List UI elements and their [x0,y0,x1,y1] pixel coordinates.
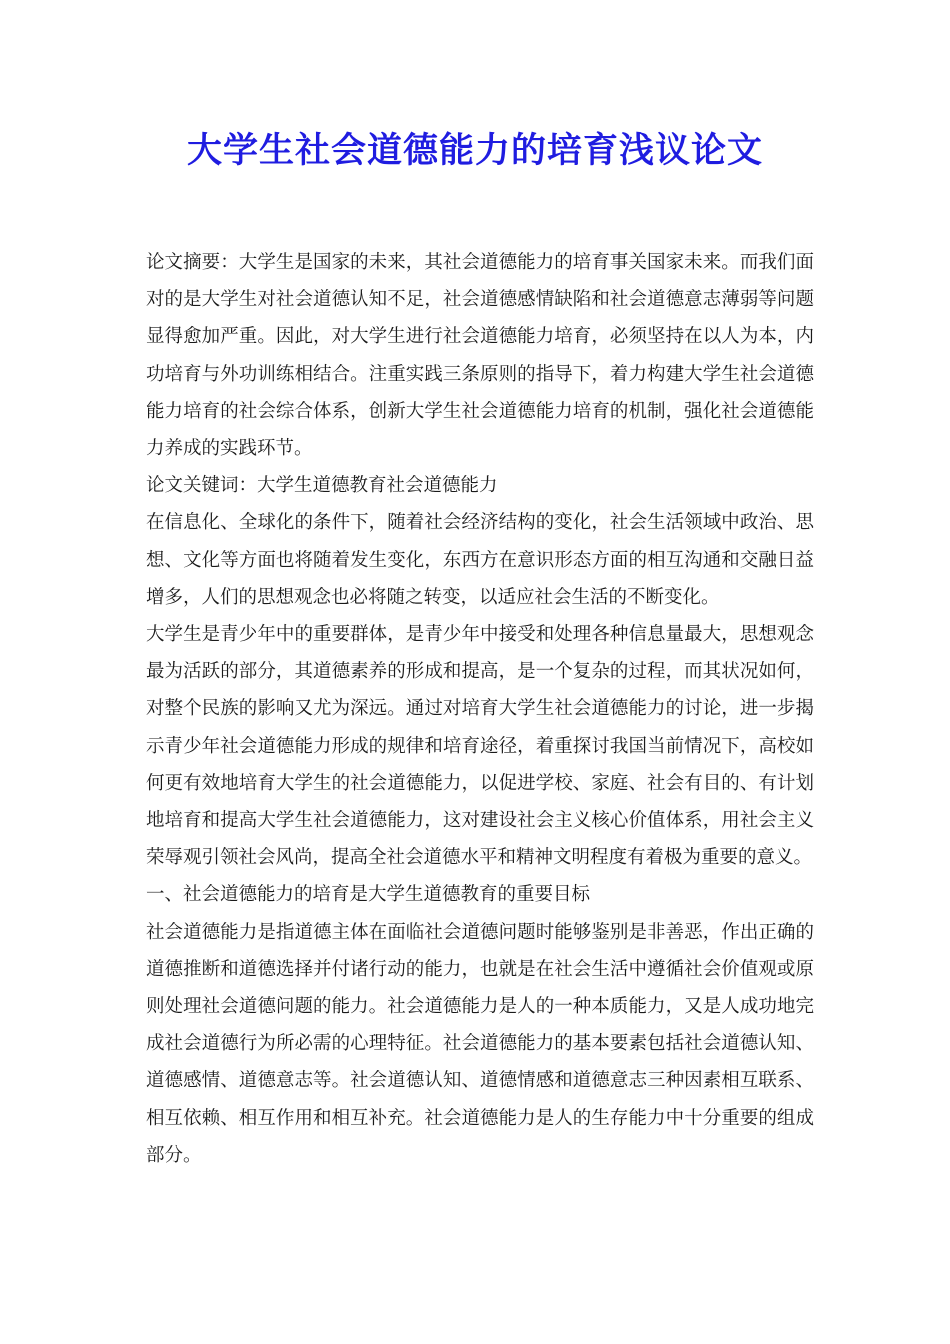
body-paragraph: 在信息化、全球化的条件下，随着社会经济结构的变化，社会生活领域中政治、思想、文化等方面也将随着发生变化，东西方在意识形态方面的相互沟通和交融日益增多，人们的思想观念也必将随之转变，以适应社会生活的不断变化。 [146,512,814,608]
body-paragraph: 大学生是青少年中的重要群体，是青少年中接受和处理各种信息量最大，思想观念最为活跃的部分，其道德素养的形成和提高，是一个复杂的过程，而其状况如何，对整个民族的影响又尤为深远。通过对培育大学生社会道德能力的讨论，进一步揭示青少年社会道德能力形成的规律和培育途径，着重探讨我国当前情况下，高校如何更有效地培育大学生的社会道德能力，以促进学校、家庭、社会有目的、有计划地培育和提高大学生社会道德能力，这对建设社会主义核心价值体系，用社会主义荣辱观引领社会风尚，提高全社会道德水平和精神文明程度有着极为重要的意义。 [146,624,814,869]
keywords-paragraph: 论文关键词：大学生道德教育社会道德能力 [146,475,498,497]
body-paragraph: 社会道德能力是指道德主体在面临社会道德问题时能够鉴别是非善恶，作出正确的道德推断和道德选择并付诸行动的能力，也就是在社会生活中遵循社会价值观或原则处理社会道德问题的能力。社会道德能力是人的一种本质能力，又是人成功地完成社会道德行为所必需的心理特征。社会道德能力的基本要素包括社会道德认知、道德感情、道德意志等。社会道德认知、道德情感和道德意志三种因素相互联系、相互依赖、相互作用和相互补充。社会道德能力是人的生存能力中十分重要的组成部分。 [146,921,814,1166]
abstract-paragraph: 论文摘要：大学生是国家的未来，其社会道德能力的培育事关国家未来。而我们面对的是大学生对社会道德认知不足，社会道德感情缺陷和社会道德意志薄弱等问题显得愈加严重。因此，对大学生进行社会道德能力培育，必须坚持在以人为本，内功培育与外功训练相结合。注重实践三条原则的指导下，着力构建大学生社会道德能力培育的社会综合体系，创新大学生社会道德能力培育的机制，强化社会道德能力养成的实践环节。 [146,252,814,460]
document-body [146,244,814,1174]
document-title: 大学生社会道德能力的培育浅议论文 [186,131,763,171]
section-heading: 一、社会道德能力的培育是大学生道德教育的重要目标 [146,884,591,906]
